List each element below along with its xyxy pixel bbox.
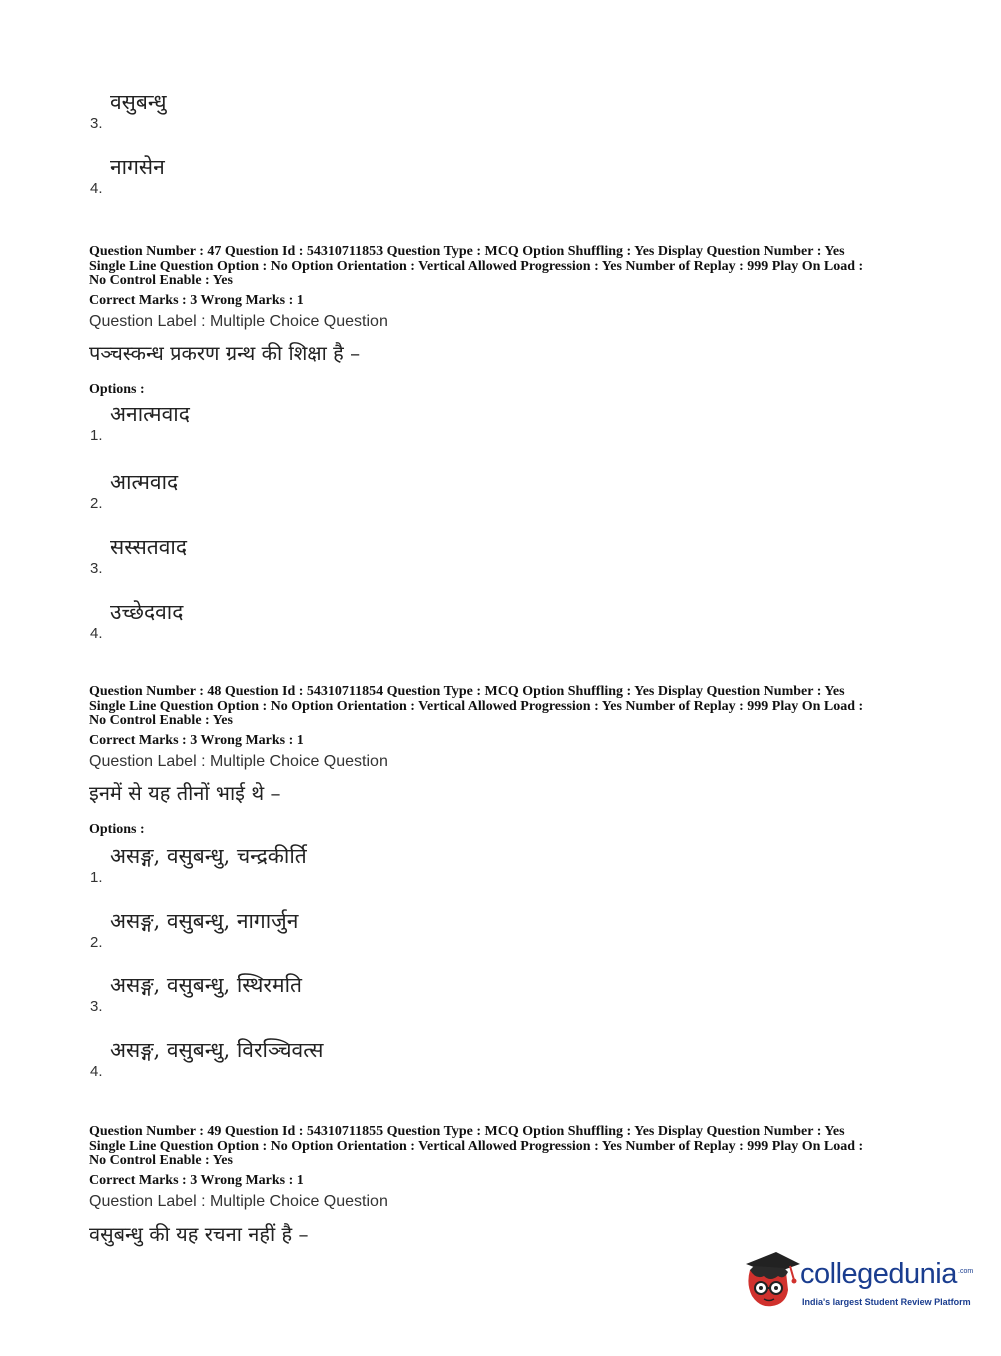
option-number: 4. xyxy=(90,1063,103,1080)
question-marks: Correct Marks : 3 Wrong Marks : 1 xyxy=(89,293,304,308)
question-text: इनमें से यह तीनों भाई थे – xyxy=(89,781,281,805)
option-item[interactable] xyxy=(88,88,688,132)
option-item[interactable] xyxy=(88,153,688,197)
option-number: 1. xyxy=(90,427,103,444)
option-number: 2. xyxy=(90,934,103,951)
option-text: उच्छेदवाद xyxy=(110,600,184,624)
option-text: असङ्ग, वसुबन्धु, चन्द्रकीर्ति xyxy=(110,844,307,868)
question-label: Question Label : Multiple Choice Question xyxy=(89,753,388,770)
question-meta: Question Number : 47 Question Id : 54310711853 Question Type : MCQ Option Shuffling : Yes Display Question Number : Yes Single Line Question Option : No Option Orientation : Vertical Allowed Progression : Yes Number of Replay : 999 Play On Load : No Control Enable : Yes xyxy=(89,244,864,288)
option-text: नागसेन xyxy=(110,155,165,179)
question-text: वसुबन्धु की यह रचना नहीं है – xyxy=(89,1222,309,1246)
option-item[interactable] xyxy=(88,842,688,886)
option-number: 3. xyxy=(90,115,103,132)
logo-tagline: India's largest Student Review Platform xyxy=(802,1297,971,1307)
option-item[interactable] xyxy=(88,533,688,577)
options-heading: Options : xyxy=(89,382,145,397)
logo-domain: .com xyxy=(958,1268,974,1275)
logo-text: collegedunia xyxy=(800,1258,957,1290)
option-text: असङ्ग, वसुबन्धु, स्थिरमति xyxy=(110,973,302,997)
option-text: अनात्मवाद xyxy=(110,402,190,426)
option-text: सस्सतवाद xyxy=(110,535,188,559)
option-number: 3. xyxy=(90,560,103,577)
option-item[interactable] xyxy=(88,468,688,512)
option-text: असङ्ग, वसुबन्धु, विरञ्चिवत्स xyxy=(110,1038,324,1062)
question-label: Question Label : Multiple Choice Question xyxy=(89,1193,388,1210)
option-number: 1. xyxy=(90,869,103,886)
option-number: 4. xyxy=(90,625,103,642)
option-item[interactable] xyxy=(88,598,688,642)
question-label: Question Label : Multiple Choice Question xyxy=(89,313,388,330)
question-marks: Correct Marks : 3 Wrong Marks : 1 xyxy=(89,1173,304,1188)
option-text: आत्मवाद xyxy=(110,470,179,494)
option-text: असङ्ग, वसुबन्धु, नागार्जुन xyxy=(110,909,299,933)
question-meta: Question Number : 49 Question Id : 54310711855 Question Type : MCQ Option Shuffling : Yes Display Question Number : Yes Single Line Question Option : No Option Orientation : Vertical Allowed Progression : Yes Number of Replay : 999 Play On Load : No Control Enable : Yes xyxy=(89,1124,864,1168)
options-heading: Options : xyxy=(89,822,145,837)
collegedunia-logo[interactable] xyxy=(742,1250,972,1320)
option-number: 2. xyxy=(90,495,103,512)
option-text: वसुबन्धु xyxy=(110,90,167,114)
question-meta: Question Number : 48 Question Id : 54310711854 Question Type : MCQ Option Shuffling : Yes Display Question Number : Yes Single Line Question Option : No Option Orientation : Vertical Allowed Progression : Yes Number of Replay : 999 Play On Load : No Control Enable : Yes xyxy=(89,684,864,728)
question-marks: Correct Marks : 3 Wrong Marks : 1 xyxy=(89,733,304,748)
option-item[interactable] xyxy=(88,907,688,951)
mascot-icon xyxy=(742,1250,802,1314)
question-text: पञ्चस्कन्ध प्रकरण ग्रन्थ की शिक्षा है – xyxy=(89,341,361,365)
option-number: 4. xyxy=(90,180,103,197)
option-number: 3. xyxy=(90,998,103,1015)
option-item[interactable] xyxy=(88,1036,688,1080)
option-item[interactable] xyxy=(88,400,688,444)
option-item[interactable] xyxy=(88,971,688,1015)
